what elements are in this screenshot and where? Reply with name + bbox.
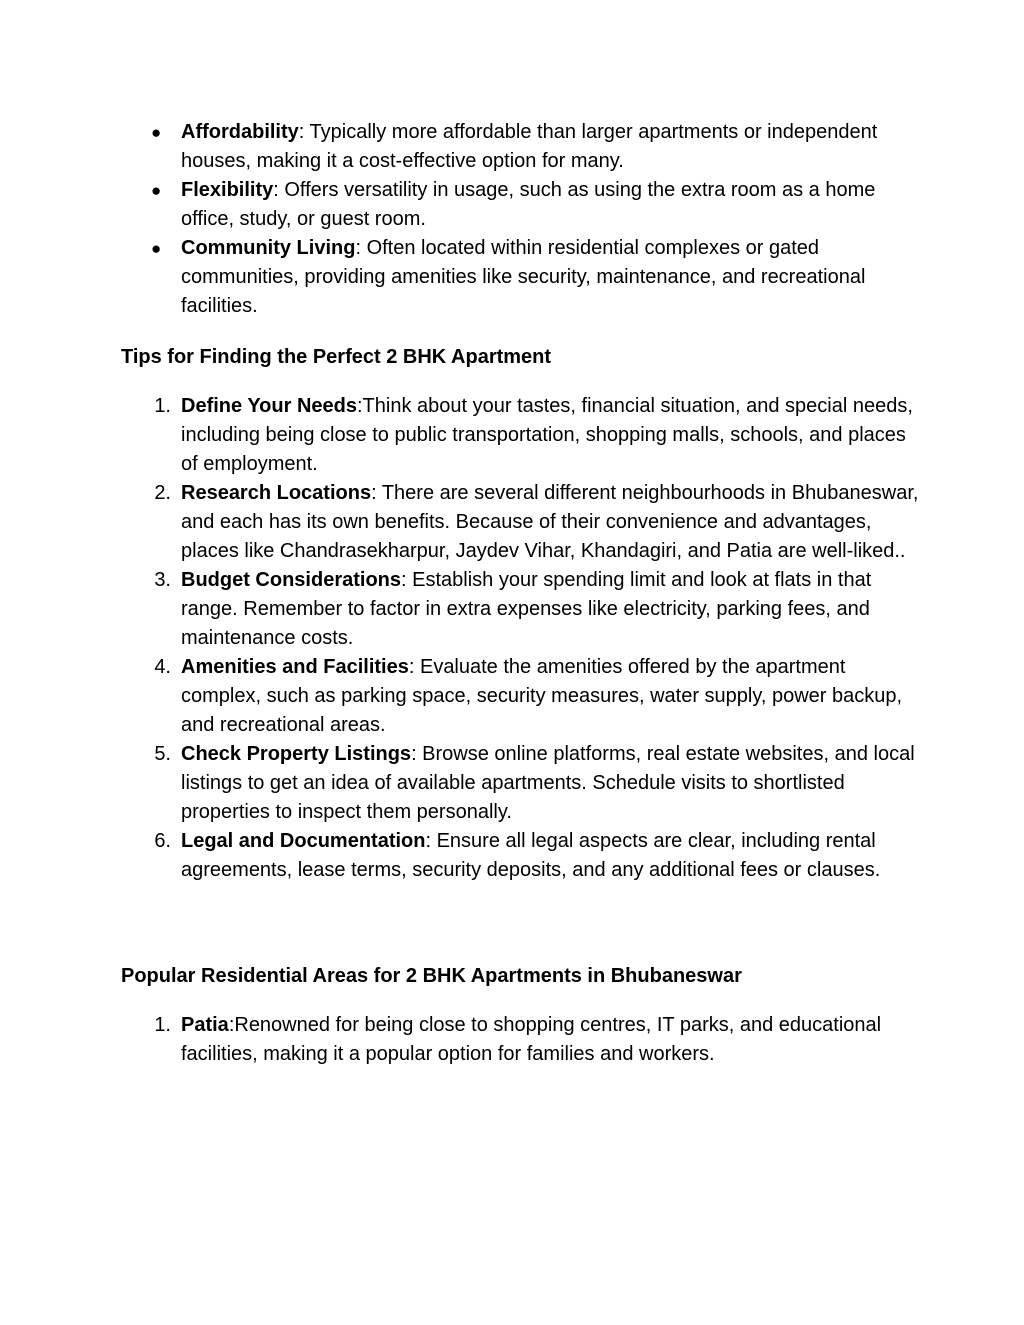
bullet-marker: ● [151, 181, 162, 200]
list-item [121, 392, 921, 479]
list-number: 5. [154, 743, 171, 765]
list-item [121, 176, 921, 234]
list-number: 1. [154, 1014, 171, 1036]
item-text: : Typically more affordable than larger apartments or independent houses, making it a cost-effective option for many. [181, 121, 878, 172]
item-text: : Evaluate the amenities offered by the apartment complex, such as parking space, security measures, water supply, power backup, and recreational areas. [181, 656, 903, 736]
item-term: Check Property Listings [181, 743, 412, 765]
item-term: Budget Considerations [181, 569, 402, 591]
item-term: Patia [181, 1014, 229, 1036]
item-text: : Often located within residential complexes or gated communities, providing amenities like security, maintenance, and recreational facilities. [181, 237, 866, 317]
areas-heading: Popular Residential Areas for 2 BHK Apartments in Bhubaneswar [121, 965, 742, 987]
item-text: :Think about your tastes, financial situation, and special needs, including being close to public transportation, shopping malls, schools, and places of employment. [181, 395, 913, 475]
item-text: : Establish your spending limit and look at flats in that range. Remember to factor in extra expenses like electricity, parking fees, and maintenance costs. [181, 569, 872, 649]
list-item [121, 827, 921, 885]
list-item [121, 118, 921, 176]
item-text: :Renowned for being close to shopping centres, IT parks, and educational facilities, making it a popular option for families and workers. [181, 1014, 882, 1065]
list-number: 4. [154, 656, 171, 678]
item-term: Community Living [181, 237, 356, 259]
benefits-list [121, 118, 921, 321]
list-item [121, 234, 921, 321]
areas-list [121, 1011, 921, 1069]
list-number: 3. [154, 569, 171, 591]
list-item [121, 1011, 921, 1069]
list-item [121, 653, 921, 740]
item-text: : Browse online platforms, real estate websites, and local listings to get an idea of available apartments. Schedule visits to shortlisted properties to inspect them personally. [181, 743, 915, 823]
list-item [121, 566, 921, 653]
list-item [121, 740, 921, 827]
list-number: 1. [154, 395, 171, 417]
item-text: : There are several different neighbourhoods in Bhubaneswar, and each has its own benefits. Because of their convenience and advantages, places like Chandrasekharpur, Jaydev Vihar, Khandagiri, and Patia are well-liked.. [181, 482, 919, 562]
item-term: Flexibility [181, 179, 274, 201]
item-term: Legal and Documentation [181, 830, 426, 852]
list-number: 6. [154, 830, 171, 852]
list-item [121, 479, 921, 566]
item-term: Affordability [181, 121, 299, 143]
bullet-marker: ● [151, 123, 162, 142]
item-term: Define Your Needs [181, 395, 357, 417]
tips-list [121, 392, 921, 885]
item-term: Research Locations [181, 482, 372, 504]
bullet-marker: ● [151, 239, 162, 258]
list-number: 2. [154, 482, 171, 504]
item-text: : Offers versatility in usage, such as using the extra room as a home office, study, or guest room. [181, 179, 876, 230]
item-term: Amenities and Facilities [181, 656, 409, 678]
tips-heading: Tips for Finding the Perfect 2 BHK Apartment [121, 346, 552, 368]
item-text: : Ensure all legal aspects are clear, including rental agreements, lease terms, security deposits, and any additional fees or clauses. [181, 830, 881, 881]
